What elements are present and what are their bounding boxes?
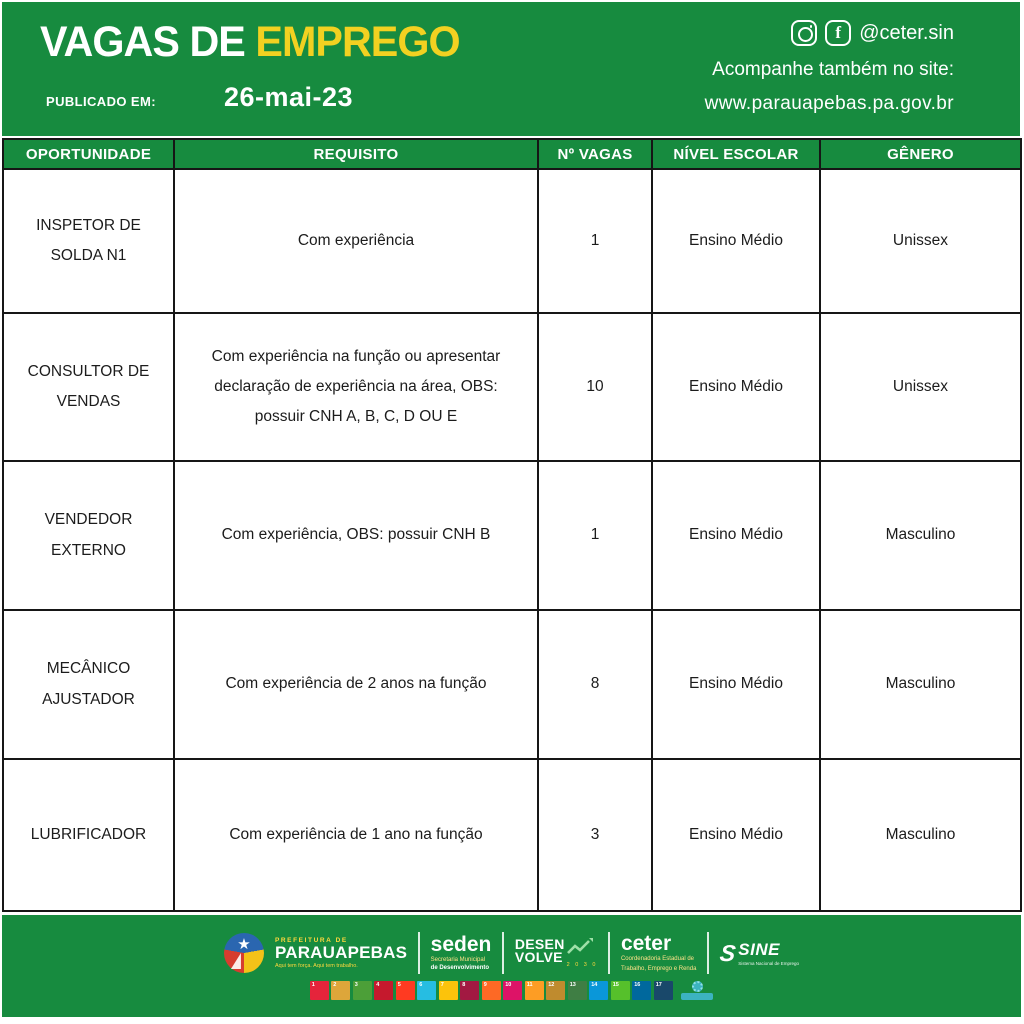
- sdg-square-12: 12: [546, 981, 565, 1000]
- ceter-logo: [621, 933, 697, 973]
- global-goals-bar: [681, 993, 713, 1000]
- table-cell-genero: Unissex: [821, 170, 1020, 314]
- column-header-vagas: Nº VAGAS: [539, 140, 653, 170]
- table-cell-vagas: 3: [539, 760, 653, 910]
- facebook-icon[interactable]: [825, 20, 851, 46]
- table-cell-genero: Masculino: [821, 611, 1020, 760]
- page-title: [40, 18, 460, 67]
- ceter-name: ceter: [620, 932, 672, 955]
- social-handle[interactable]: @ceter.sin: [859, 21, 954, 44]
- column-header-requisito: REQUISITO: [175, 140, 539, 170]
- table-cell-vagas: 8: [539, 611, 653, 760]
- social-row: [705, 18, 954, 48]
- table-cell-vagas: 1: [539, 462, 653, 611]
- sdg-square-11: 11: [525, 981, 544, 1000]
- prefeitura-small-label: PREFEITURA DE: [274, 936, 348, 944]
- divider: [418, 932, 420, 974]
- sdg-square-1: 1: [310, 981, 329, 1000]
- table-cell-genero: Unissex: [821, 314, 1020, 462]
- seden-sub1: Secretaria Municipal: [430, 957, 486, 963]
- table-cell-nivel: Ensino Médio: [653, 611, 821, 760]
- parauapebas-crest-icon: [224, 933, 264, 973]
- table-cell-requisito: Com experiência na função ou apresentar declaração de experiência na área, OBS: possuir CNH A, B, C, D OU E: [175, 314, 539, 462]
- header-contact-block: [705, 18, 954, 115]
- divider: [608, 932, 610, 974]
- table-cell-nivel: Ensino Médio: [653, 462, 821, 611]
- sine-s-icon: S: [718, 939, 738, 966]
- table-cell-requisito: Com experiência: [175, 170, 539, 314]
- table-cell-nivel: Ensino Médio: [653, 314, 821, 462]
- sdg-square-5: 5: [396, 981, 415, 1000]
- seden-name: seden: [430, 933, 492, 956]
- sine-name: SINE: [738, 939, 780, 959]
- jobs-table: [2, 138, 1022, 912]
- sdg-square-16: 16: [632, 981, 651, 1000]
- column-header-nivel: NÍVEL ESCOLAR: [653, 140, 821, 170]
- desenvolve-line2: VOLVE: [514, 949, 563, 966]
- table-cell-vagas: 1: [539, 170, 653, 314]
- sdg-icons-row: [310, 981, 714, 1000]
- table-cell-vagas: 10: [539, 314, 653, 462]
- column-header-oportunidade: OPORTUNIDADE: [4, 140, 175, 170]
- header-banner: [2, 2, 1020, 136]
- ceter-sub1: Coordenadoria Estadual de: [620, 956, 694, 962]
- global-goals-icon: [681, 981, 713, 1000]
- table-cell-oportunidade: VENDEDOR EXTERNO: [4, 462, 175, 611]
- prefeitura-logo: [275, 937, 407, 970]
- sail-shape: [231, 953, 241, 969]
- sdg-square-4: 4: [374, 981, 393, 1000]
- sdg-square-3: 3: [353, 981, 372, 1000]
- table-cell-oportunidade: CONSULTOR DE VENDAS: [4, 314, 175, 462]
- sdg-square-17: 17: [654, 981, 673, 1000]
- sdg-square-8: 8: [460, 981, 479, 1000]
- footer-logo-row: [224, 932, 799, 974]
- sine-sub: Sistema Nacional de Emprego: [738, 960, 800, 966]
- published-date: 26-mai-23: [224, 82, 354, 112]
- divider: [707, 932, 709, 974]
- table-cell-oportunidade: MECÂNICO AJUSTADOR: [4, 611, 175, 760]
- sdg-square-10: 10: [503, 981, 522, 1000]
- instagram-icon[interactable]: [791, 20, 817, 46]
- sdg-square-9: 9: [482, 981, 501, 1000]
- seden-sub2: de Desenvolvimento: [430, 964, 490, 971]
- sine-logo: [720, 941, 799, 966]
- table-cell-genero: Masculino: [821, 462, 1020, 611]
- table-cell-oportunidade: INSPETOR DE SOLDA N1: [4, 170, 175, 314]
- prefeitura-tagline: Aqui tem força. Aqui tem trabalho.: [274, 963, 358, 970]
- sdg-square-13: 13: [568, 981, 587, 1000]
- table-cell-requisito: Com experiência de 2 anos na função: [175, 611, 539, 760]
- site-cta: Acompanhe também no site:: [712, 59, 954, 80]
- site-url[interactable]: www.parauapebas.pa.gov.br: [704, 93, 954, 114]
- table-cell-requisito: Com experiência de 1 ano na função: [175, 760, 539, 910]
- table-cell-requisito: Com experiência, OBS: possuir CNH B: [175, 462, 539, 611]
- global-goals-circle: [692, 981, 703, 992]
- sdg-square-6: 6: [417, 981, 436, 1000]
- table-cell-nivel: Ensino Médio: [653, 760, 821, 910]
- column-header-genero: GÊNERO: [821, 140, 1020, 170]
- sdg-square-2: 2: [331, 981, 350, 1000]
- instagram-lens: [798, 27, 813, 42]
- title-yellow: EMPREGO: [255, 18, 460, 66]
- prefeitura-name: PARAUAPEBAS: [274, 942, 408, 962]
- table-cell-oportunidade: LUBRIFICADOR: [4, 760, 175, 910]
- sdg-square-7: 7: [439, 981, 458, 1000]
- sdg-square-15: 15: [611, 981, 630, 1000]
- desenvolve-year: 2 0 3 0: [566, 962, 598, 968]
- star-icon: ★: [237, 936, 251, 953]
- growth-arrow-icon: [567, 938, 593, 956]
- footer-banner: [2, 915, 1021, 1017]
- ceter-sub2: Trabalho, Emprego e Renda: [620, 965, 697, 972]
- facebook-f: f: [835, 23, 842, 42]
- sdg-square-14: 14: [589, 981, 608, 1000]
- sdg-squares: [310, 981, 673, 1000]
- table-cell-genero: Masculino: [885, 825, 956, 843]
- seden-logo: [431, 934, 492, 972]
- table-cell-nivel: Ensino Médio: [653, 170, 821, 314]
- instagram-dot: [810, 25, 813, 28]
- desenvolve-line1: DESEN: [514, 936, 565, 952]
- title-white: VAGAS DE: [40, 18, 256, 66]
- desenvolve-logo: [515, 938, 598, 968]
- published-label: PUBLICADO EM:: [46, 94, 156, 109]
- divider: [502, 932, 504, 974]
